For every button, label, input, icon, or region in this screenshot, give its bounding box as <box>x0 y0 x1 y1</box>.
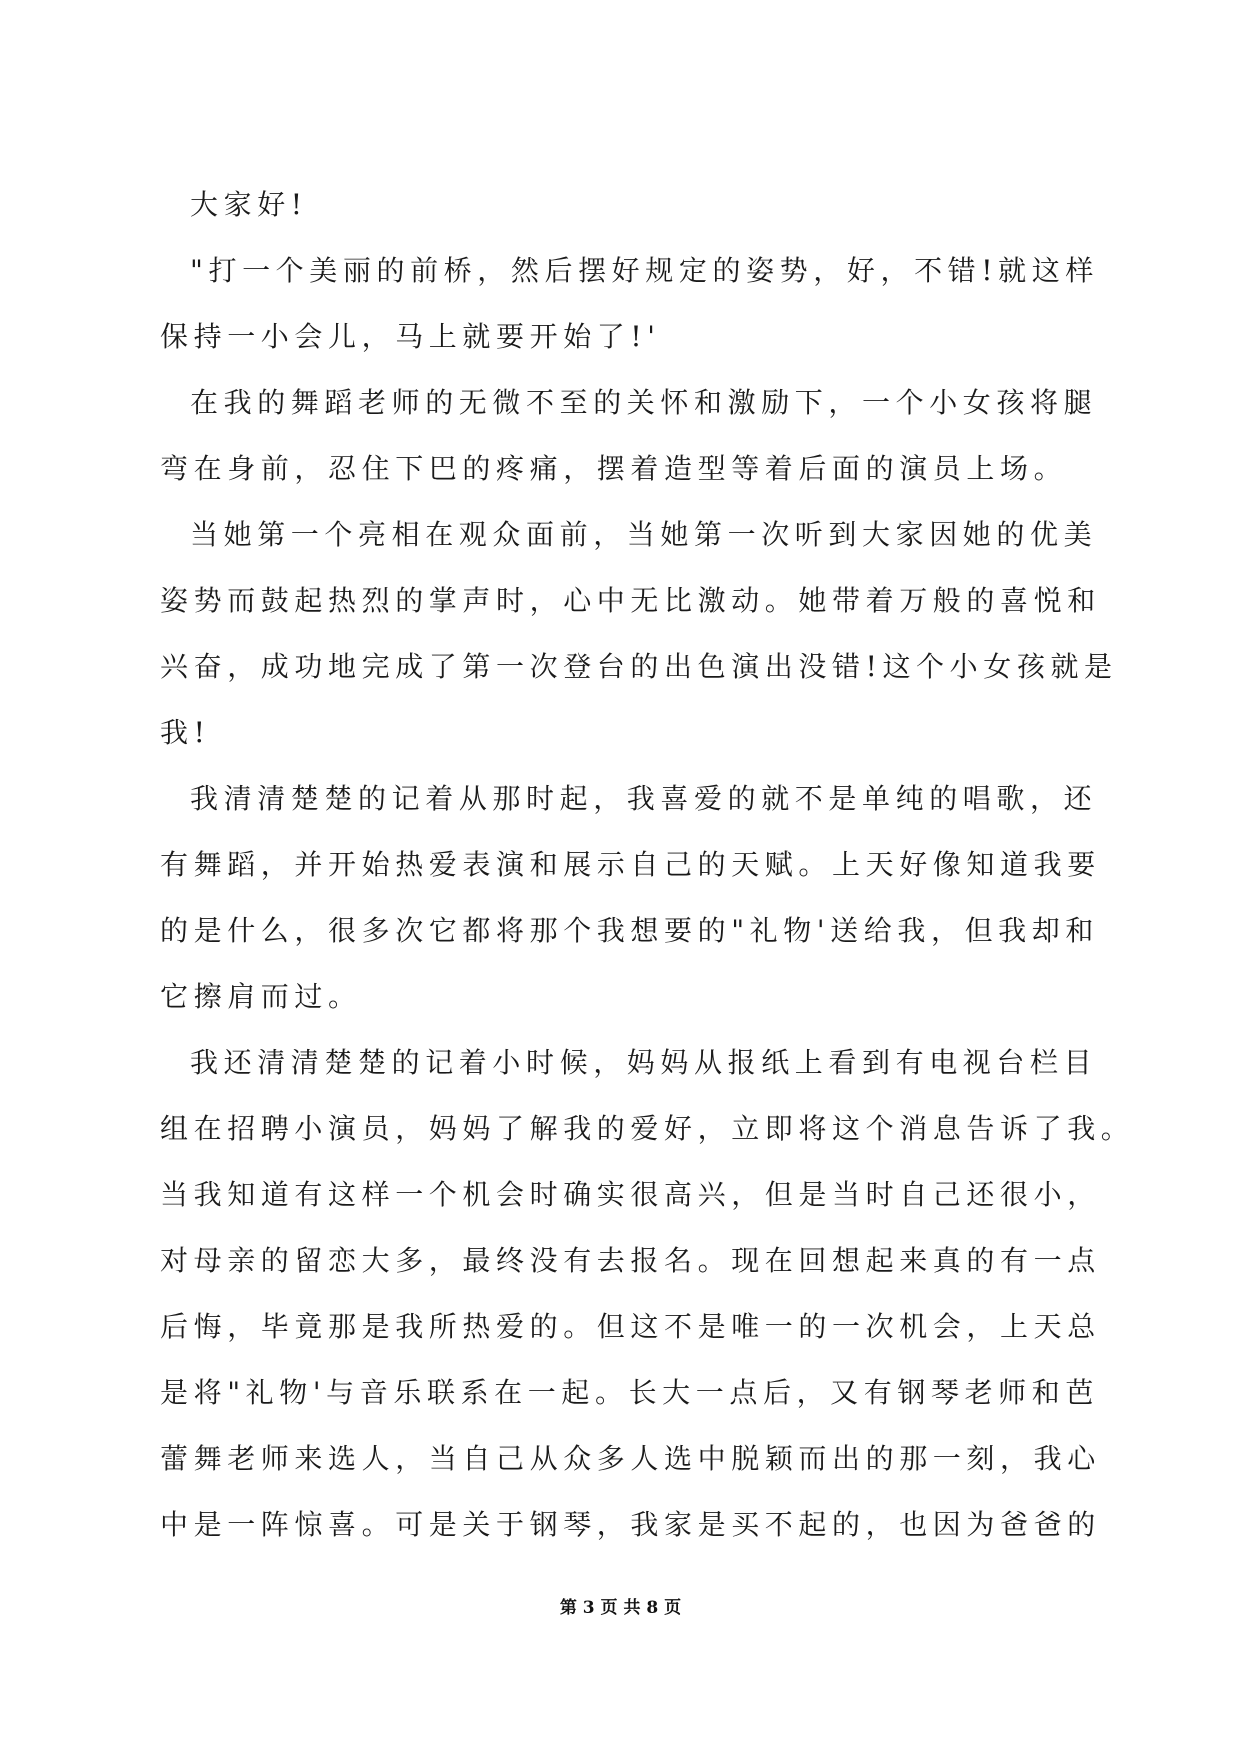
text-line: 兴奋，成功地完成了第一次登台的出色演出没错!这个小女孩就是 <box>160 650 1118 683</box>
text-line: 我清清楚楚的记着从那时起，我喜爱的就不是单纯的唱歌，还 <box>190 782 1098 815</box>
text-line: 姿势而鼓起热烈的掌声时，心中无比激动。她带着万般的喜悦和 <box>160 584 1101 617</box>
text-line: 是将"礼物'与音乐联系在一起。长大一点后，又有钢琴老师和芭 <box>160 1376 1099 1409</box>
text-line: 蕾舞老师来选人，当自己从众多人选中脱颖而出的那一刻，我心 <box>160 1442 1101 1475</box>
text-line: 当她第一个亮相在观众面前，当她第一次听到大家因她的优美 <box>190 518 1098 551</box>
page-number-footer: 第 3 页 共 8 页 <box>559 1598 682 1618</box>
text-line: 当我知道有这样一个机会时确实很高兴，但是当时自己还很小， <box>160 1178 1101 1211</box>
text-line: 组在招聘小演员，妈妈了解我的爱好，立即将这个消息告诉了我。 <box>160 1112 1135 1145</box>
text-line-greeting: 大家好! <box>190 188 308 221</box>
text-line: 在我的舞蹈老师的无微不至的关怀和激励下，一个小女孩将腿 <box>190 386 1098 419</box>
text-line: 的是什么，很多次它都将那个我想要的"礼物'送给我，但我却和 <box>160 914 1099 947</box>
text-line: 中是一阵惊喜。可是关于钢琴，我家是买不起的，也因为爸爸的 <box>160 1508 1101 1541</box>
text-line: 有舞蹈，并开始热爱表演和展示自己的天赋。上天好像知道我要 <box>160 848 1101 881</box>
text-line: 对母亲的留恋大多，最终没有去报名。现在回想起来真的有一点 <box>160 1244 1101 1277</box>
body-text <box>160 172 1135 1558</box>
text-line: 保持一小会儿，马上就要开始了!' <box>160 320 661 353</box>
text-line: 后悔，毕竟那是我所热爱的。但这不是唯一的一次机会，上天总 <box>160 1310 1101 1343</box>
text-line: 弯在身前，忍住下巴的疼痛，摆着造型等着后面的演员上场。 <box>160 452 1068 485</box>
text-line: "打一个美丽的前桥，然后摆好规定的姿势，好，不错!就这样 <box>190 254 1099 287</box>
text-line: 我! <box>160 716 211 749</box>
text-line: 它擦肩而过。 <box>160 980 362 1013</box>
text-line: 我还清清楚楚的记着小时候，妈妈从报纸上看到有电视台栏目 <box>190 1046 1098 1079</box>
